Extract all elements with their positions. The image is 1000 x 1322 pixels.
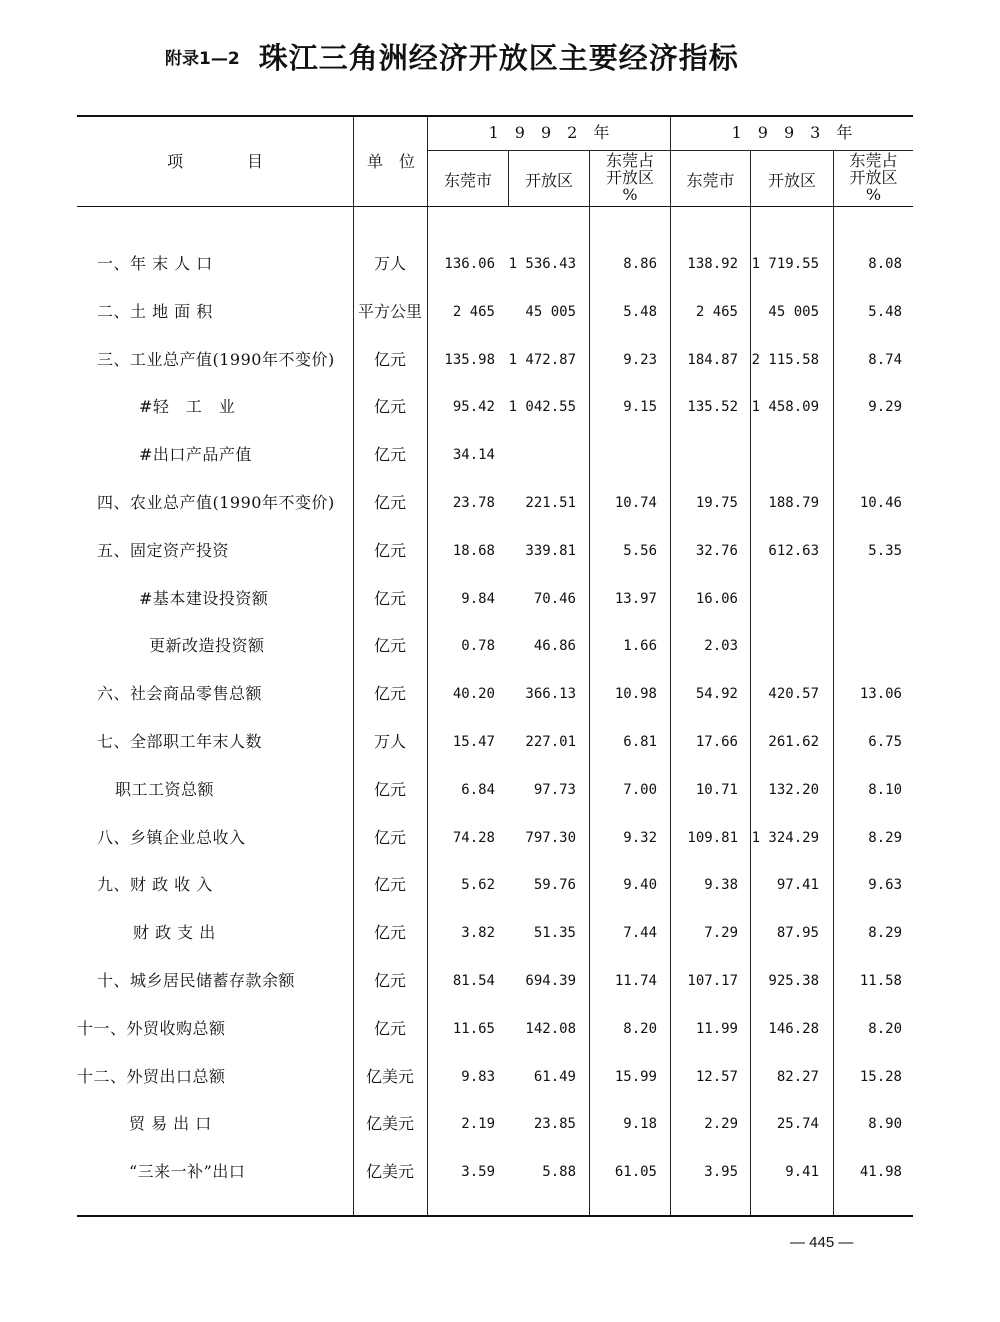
row-unit: 亿元 — [373, 923, 406, 942]
row-value: 925.38 — [768, 973, 819, 989]
table-row — [77, 1112, 913, 1136]
row-unit: 亿元 — [373, 445, 406, 464]
row-unit: 亿元 — [373, 828, 406, 847]
column-divider — [670, 117, 671, 1215]
row-unit: 亿元 — [373, 780, 406, 799]
table-row — [77, 491, 913, 515]
row-unit: 万人 — [373, 254, 406, 273]
row-value: 135.52 — [687, 399, 738, 415]
table-row — [77, 682, 913, 706]
row-label: “三来一补”出口 — [129, 1162, 246, 1181]
row-unit: 亿元 — [373, 1019, 406, 1038]
row-value: 15.28 — [859, 1069, 902, 1085]
title-block — [165, 36, 739, 77]
table-row — [77, 348, 913, 372]
row-value: 612.63 — [768, 543, 819, 559]
row-value: 9.15 — [623, 399, 657, 415]
row-value: 32.76 — [695, 543, 738, 559]
row-value: 7.44 — [623, 925, 657, 941]
row-value: 188.79 — [768, 495, 819, 511]
row-value: 138.92 — [687, 256, 738, 272]
table-row — [77, 730, 913, 754]
table-row — [77, 873, 913, 897]
row-value: 13.06 — [859, 686, 902, 702]
row-value: 54.92 — [695, 686, 738, 702]
header-open-zone-1992: 开放区 — [524, 171, 573, 190]
row-unit: 亿美元 — [365, 1162, 414, 1181]
row-unit: 万人 — [373, 732, 406, 751]
row-value: 19.75 — [695, 495, 738, 511]
row-value: 8.10 — [868, 782, 902, 798]
row-value: 5.62 — [461, 877, 495, 893]
row-value: 1 536.43 — [508, 256, 576, 272]
row-value: 9.32 — [623, 830, 657, 846]
row-value: 15.99 — [614, 1069, 657, 1085]
row-value: 46.86 — [533, 638, 576, 654]
top-rule — [77, 115, 913, 117]
row-value: 5.48 — [623, 304, 657, 320]
row-value: 40.20 — [452, 686, 495, 702]
row-value: 227.01 — [525, 734, 576, 750]
row-value: 5.35 — [868, 543, 902, 559]
row-value: 17.66 — [695, 734, 738, 750]
row-value: 74.28 — [452, 830, 495, 846]
row-value: 12.57 — [695, 1069, 738, 1085]
table-row — [77, 1017, 913, 1041]
row-value: 61.49 — [533, 1069, 576, 1085]
row-label: 七、全部职工年末人数 — [97, 732, 263, 751]
row-label: 更新改造投资额 — [149, 636, 265, 655]
table-row — [77, 921, 913, 945]
page-title: 珠江三角洲经济开放区主要经济指标 — [258, 41, 739, 75]
row-value: 45 005 — [525, 304, 576, 320]
row-value: 41.98 — [859, 1164, 902, 1180]
row-value: 8.20 — [623, 1021, 657, 1037]
table-row — [77, 826, 913, 850]
table-row — [77, 634, 913, 658]
row-value: 9.38 — [704, 877, 738, 893]
row-value: 366.13 — [525, 686, 576, 702]
row-value: 59.76 — [533, 877, 576, 893]
row-label: 三、工业总产值(1990年不变价) — [97, 350, 335, 369]
table-row — [77, 1160, 913, 1184]
row-value: 9.18 — [623, 1116, 657, 1132]
row-value: 82.27 — [776, 1069, 819, 1085]
row-value: 9.84 — [461, 591, 495, 607]
table-row — [77, 252, 913, 276]
row-value: 3.59 — [461, 1164, 495, 1180]
row-value: 45 005 — [768, 304, 819, 320]
row-value: 81.54 — [452, 973, 495, 989]
row-value: 8.29 — [868, 925, 902, 941]
row-value: 9.40 — [623, 877, 657, 893]
row-label: #出口产品产值 — [139, 445, 252, 464]
row-label: 财 政 支 出 — [133, 923, 216, 942]
row-value: 9.23 — [623, 352, 657, 368]
table-row — [77, 969, 913, 993]
table-row — [77, 778, 913, 802]
row-value: 10.46 — [859, 495, 902, 511]
row-unit: 亿元 — [373, 493, 406, 512]
row-value: 11.65 — [452, 1021, 495, 1037]
row-label: #轻 工 业 — [139, 397, 236, 416]
row-value: 136.06 — [444, 256, 495, 272]
row-value: 132.20 — [768, 782, 819, 798]
row-unit: 亿元 — [373, 589, 406, 608]
row-label: 二、土 地 面 积 — [97, 302, 213, 321]
row-value: 9.29 — [868, 399, 902, 415]
row-value: 11.58 — [859, 973, 902, 989]
row-value: 184.87 — [687, 352, 738, 368]
row-value: 8.29 — [868, 830, 902, 846]
row-value: 9.83 — [461, 1069, 495, 1085]
row-value: 18.68 — [452, 543, 495, 559]
row-value: 1 472.87 — [508, 352, 576, 368]
row-unit: 亿元 — [373, 875, 406, 894]
row-value: 23.78 — [452, 495, 495, 511]
row-label: 十、城乡居民储蓄存款余额 — [97, 971, 296, 990]
table-row — [77, 395, 913, 419]
row-value: 1 042.55 — [508, 399, 576, 415]
appendix-number: 附录1—2 — [165, 49, 240, 69]
row-value: 25.74 — [776, 1116, 819, 1132]
header-dongguan-1992: 东莞市 — [443, 171, 492, 190]
row-value: 694.39 — [525, 973, 576, 989]
row-value: 7.29 — [704, 925, 738, 941]
row-value: 34.14 — [452, 447, 495, 463]
header-item: 项 目 — [166, 152, 263, 171]
row-unit: 亿元 — [373, 684, 406, 703]
row-unit: 亿元 — [373, 636, 406, 655]
row-value: 8.90 — [868, 1116, 902, 1132]
row-value: 5.48 — [868, 304, 902, 320]
row-label: 八、乡镇企业总收入 — [97, 828, 246, 847]
header-year-1993: 1 9 9 3 年 — [731, 123, 853, 142]
page-number: — 445 — — [790, 1234, 854, 1251]
row-value: 1 324.29 — [751, 830, 819, 846]
row-value: 23.85 — [533, 1116, 576, 1132]
row-value: 261.62 — [768, 734, 819, 750]
column-divider — [353, 117, 354, 1215]
row-label: 六、社会商品零售总额 — [97, 684, 263, 703]
row-label: 十一、外贸收购总额 — [77, 1019, 226, 1038]
row-value: 1 458.09 — [751, 399, 819, 415]
table-row — [77, 300, 913, 324]
row-value: 13.97 — [614, 591, 657, 607]
row-value: 6.75 — [868, 734, 902, 750]
row-label: 十二、外贸出口总额 — [77, 1067, 226, 1086]
row-value: 97.73 — [533, 782, 576, 798]
header-dongguan-1993: 东莞市 — [686, 171, 735, 190]
row-value: 221.51 — [525, 495, 576, 511]
row-value: 3.82 — [461, 925, 495, 941]
row-value: 97.41 — [776, 877, 819, 893]
row-unit: 亿美元 — [365, 1114, 414, 1133]
row-unit: 亿美元 — [365, 1067, 414, 1086]
table-row — [77, 587, 913, 611]
column-divider — [427, 117, 428, 1215]
row-label: 一、年 末 人 口 — [97, 254, 213, 273]
row-value: 5.56 — [623, 543, 657, 559]
row-value: 8.20 — [868, 1021, 902, 1037]
row-value: 6.81 — [623, 734, 657, 750]
header-unit: 单 位 — [366, 152, 415, 171]
row-value: 2.03 — [704, 638, 738, 654]
table-row — [77, 539, 913, 563]
header-year-1992: 1 9 9 2 年 — [488, 123, 610, 142]
header-share-1992: 东莞占 开放区 % — [605, 151, 654, 204]
row-label: 贸 易 出 口 — [129, 1114, 212, 1133]
header-open-zone-1993: 开放区 — [767, 171, 816, 190]
row-value: 6.84 — [461, 782, 495, 798]
header-bottom-rule — [77, 206, 913, 207]
table-row — [77, 1065, 913, 1089]
row-value: 9.63 — [868, 877, 902, 893]
row-value: 2 115.58 — [751, 352, 819, 368]
row-value: 0.78 — [461, 638, 495, 654]
row-value: 61.05 — [614, 1164, 657, 1180]
row-label: 九、财 政 收 入 — [97, 875, 213, 894]
row-unit: 平方公里 — [357, 302, 422, 321]
row-unit: 亿元 — [373, 350, 406, 369]
row-label: #基本建设投资额 — [139, 589, 269, 608]
row-value: 109.81 — [687, 830, 738, 846]
row-value: 16.06 — [695, 591, 738, 607]
row-value: 2 465 — [452, 304, 495, 320]
row-value: 420.57 — [768, 686, 819, 702]
row-value: 7.00 — [623, 782, 657, 798]
row-value: 8.08 — [868, 256, 902, 272]
row-value: 2 465 — [695, 304, 738, 320]
row-value: 51.35 — [533, 925, 576, 941]
row-value: 142.08 — [525, 1021, 576, 1037]
row-value: 5.88 — [542, 1164, 576, 1180]
bottom-rule — [77, 1215, 913, 1217]
row-value: 1.66 — [623, 638, 657, 654]
row-value: 135.98 — [444, 352, 495, 368]
row-value: 797.30 — [525, 830, 576, 846]
row-value: 146.28 — [768, 1021, 819, 1037]
row-value: 339.81 — [525, 543, 576, 559]
row-value: 1 719.55 — [751, 256, 819, 272]
row-label: 职工工资总额 — [115, 780, 215, 799]
row-value: 11.99 — [695, 1021, 738, 1037]
row-value: 15.47 — [452, 734, 495, 750]
row-value: 2.19 — [461, 1116, 495, 1132]
table-row — [77, 443, 913, 467]
row-label: 四、农业总产值(1990年不变价) — [97, 493, 335, 512]
row-value: 3.95 — [704, 1164, 738, 1180]
row-unit: 亿元 — [373, 971, 406, 990]
row-unit: 亿元 — [373, 541, 406, 560]
row-value: 2.29 — [704, 1116, 738, 1132]
row-value: 95.42 — [452, 399, 495, 415]
row-value: 10.98 — [614, 686, 657, 702]
row-value: 10.71 — [695, 782, 738, 798]
header-share-1993: 东莞占 开放区 % — [849, 151, 898, 204]
row-value: 8.86 — [623, 256, 657, 272]
row-unit: 亿元 — [373, 397, 406, 416]
row-value: 107.17 — [687, 973, 738, 989]
row-label: 五、固定资产投资 — [97, 541, 230, 560]
row-value: 9.41 — [785, 1164, 819, 1180]
row-value: 70.46 — [533, 591, 576, 607]
row-value: 8.74 — [868, 352, 902, 368]
row-value: 10.74 — [614, 495, 657, 511]
row-value: 87.95 — [776, 925, 819, 941]
row-value: 11.74 — [614, 973, 657, 989]
